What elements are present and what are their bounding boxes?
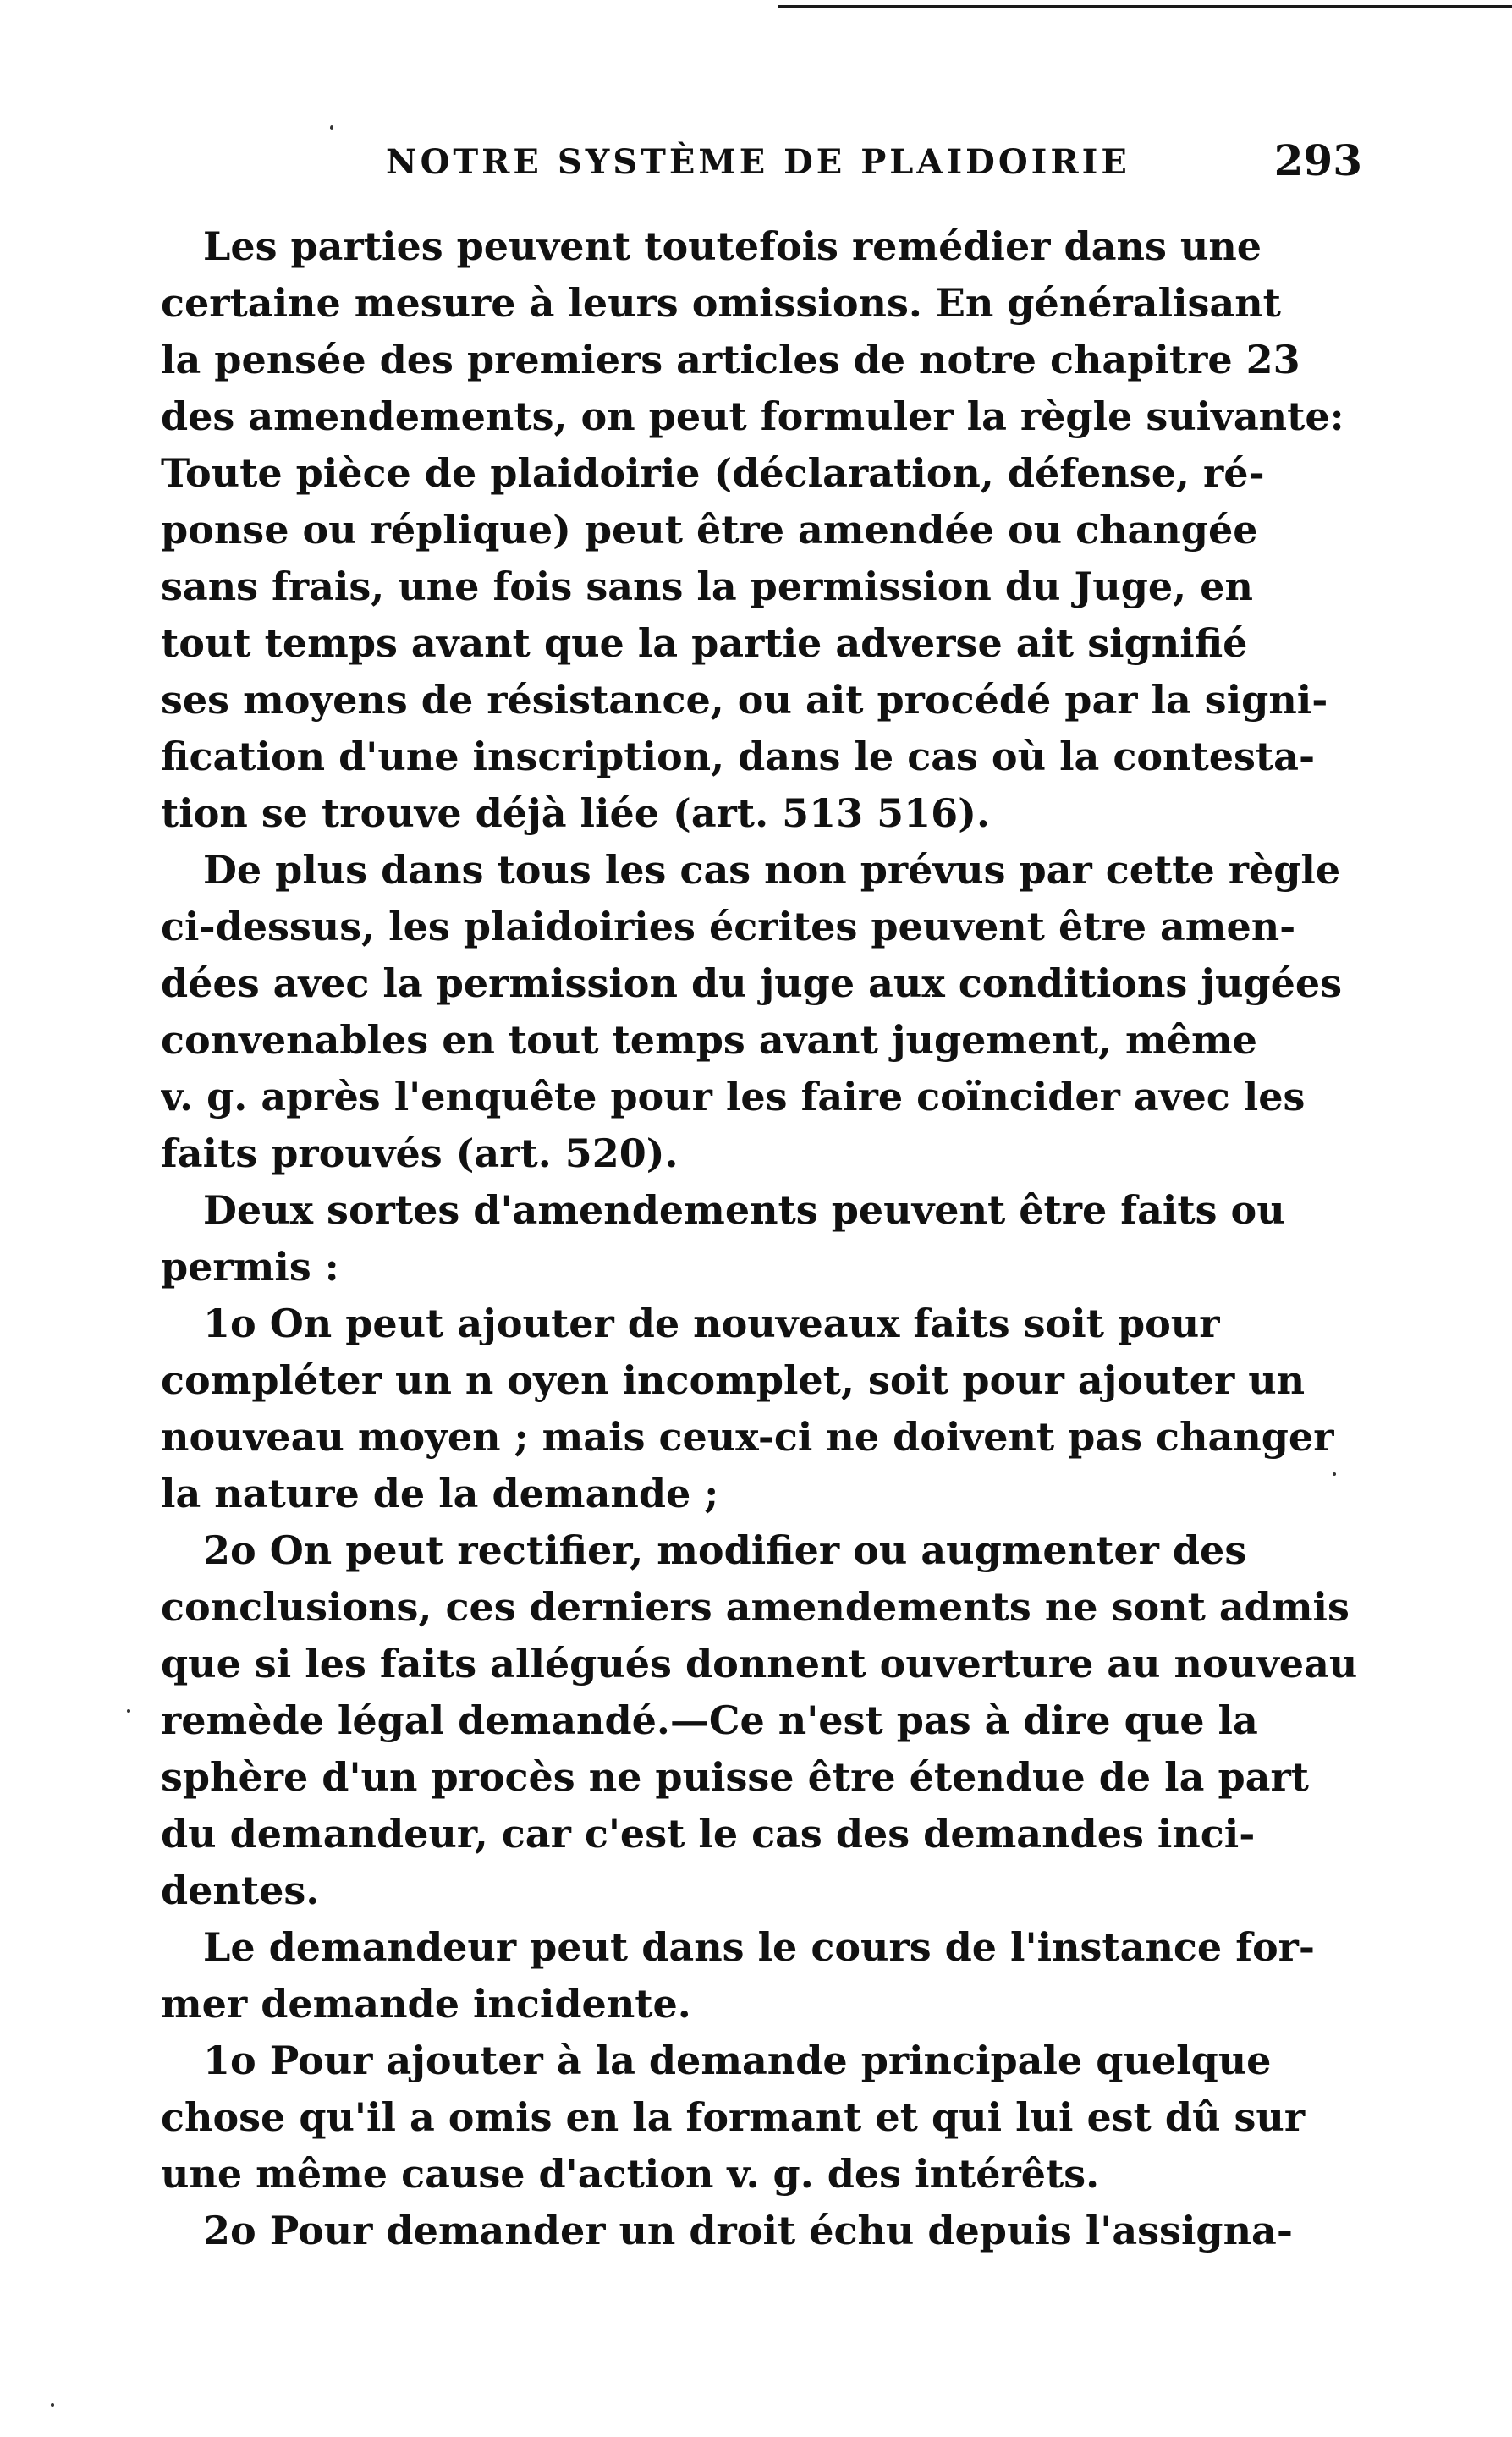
text-line: 2o Pour demander un droit échu depuis l'assigna- — [203, 2208, 1293, 2253]
print-speck — [51, 2403, 54, 2407]
text-line: nouveau moyen ; mais ceux-ci ne doivent pas changer — [161, 1414, 1334, 1460]
text-line: des amendements, on peut formuler la règle suivante: — [161, 393, 1344, 439]
text-line: faits prouvés (art. 520). — [161, 1130, 679, 1176]
body-text — [161, 218, 1362, 2259]
text-line: Le demandeur peut dans le cours de l'instance for- — [203, 1924, 1316, 1970]
text-line: convenables en tout temps avant jugement, même — [161, 1017, 1257, 1063]
text-line: v. g. après l'enquête pour les faire coïncider avec les — [161, 1074, 1306, 1119]
text-line: compléter un n oyen incomplet, soit pour ajouter un — [161, 1357, 1306, 1403]
text-line: ponse ou réplique) peut être amendée ou changée — [161, 507, 1258, 553]
text-line: la pensée des premiers articles de notre chapitre 23 — [161, 337, 1300, 382]
text-line: Deux sortes d'amendements peuvent être faits ou — [203, 1187, 1285, 1233]
page-header — [161, 135, 1362, 186]
text-line: sphère d'un procès ne puisse être étendue de la part — [161, 1754, 1309, 1800]
print-speck — [330, 125, 333, 130]
text-line: Toute pièce de plaidoirie (déclaration, défense, ré- — [161, 450, 1265, 496]
text-line: chose qu'il a omis en la formant et qui lui est dû sur — [161, 2094, 1306, 2140]
text-line: remède légal demandé.—Ce n'est pas à dire que la — [161, 1697, 1258, 1743]
text-line: mer demande incidente. — [161, 1981, 691, 2027]
text-line: conclusions, ces derniers amendements ne sont admis — [161, 1584, 1350, 1630]
text-line: tout temps avant que la partie adverse ait signifié — [161, 620, 1248, 666]
text-line: De plus dans tous les cas non prévus par cette règle — [203, 847, 1341, 893]
text-line: 1o On peut ajouter de nouveaux faits soit pour — [203, 1301, 1220, 1346]
text-line: dentes. — [161, 1868, 320, 1913]
print-speck — [127, 1709, 130, 1713]
top-rule — [778, 5, 1512, 8]
text-line: permis : — [161, 1244, 339, 1290]
text-line: dées avec la permission du juge aux conditions jugées — [161, 960, 1343, 1006]
text-line: fication d'une inscription, dans le cas où la contesta- — [161, 734, 1316, 779]
text-line: certaine mesure à leurs omissions. En généralisant — [161, 280, 1281, 326]
text-line: une même cause d'action v. g. des intérêts. — [161, 2151, 1100, 2197]
text-line: ci-dessus, les plaidoiries écrites peuvent être amen- — [161, 904, 1296, 949]
text-line: tion se trouve déjà liée (art. 513 516). — [161, 790, 990, 836]
text-line: 1o Pour ajouter à la demande principale quelque — [203, 2038, 1272, 2083]
print-speck — [1333, 1472, 1336, 1476]
text-line: sans frais, une fois sans la permission du Juge, en — [161, 564, 1253, 609]
text-line: la nature de la demande ; — [161, 1471, 719, 1516]
text-line: Les parties peuvent toutefois remédier dans une — [203, 223, 1262, 269]
text-line: ses moyens de résistance, ou ait procédé par la signi- — [161, 677, 1328, 723]
running-head: NOTRE SYSTÈME DE PLAIDOIRIE — [386, 142, 1130, 182]
text-line: 2o On peut rectifier, modifier ou augmenter des — [203, 1527, 1247, 1573]
page-number: 293 — [1273, 135, 1362, 185]
text-line: que si les faits allégués donnent ouverture au nouveau — [161, 1641, 1358, 1686]
text-line: du demandeur, car c'est le cas des demandes inci- — [161, 1811, 1256, 1857]
